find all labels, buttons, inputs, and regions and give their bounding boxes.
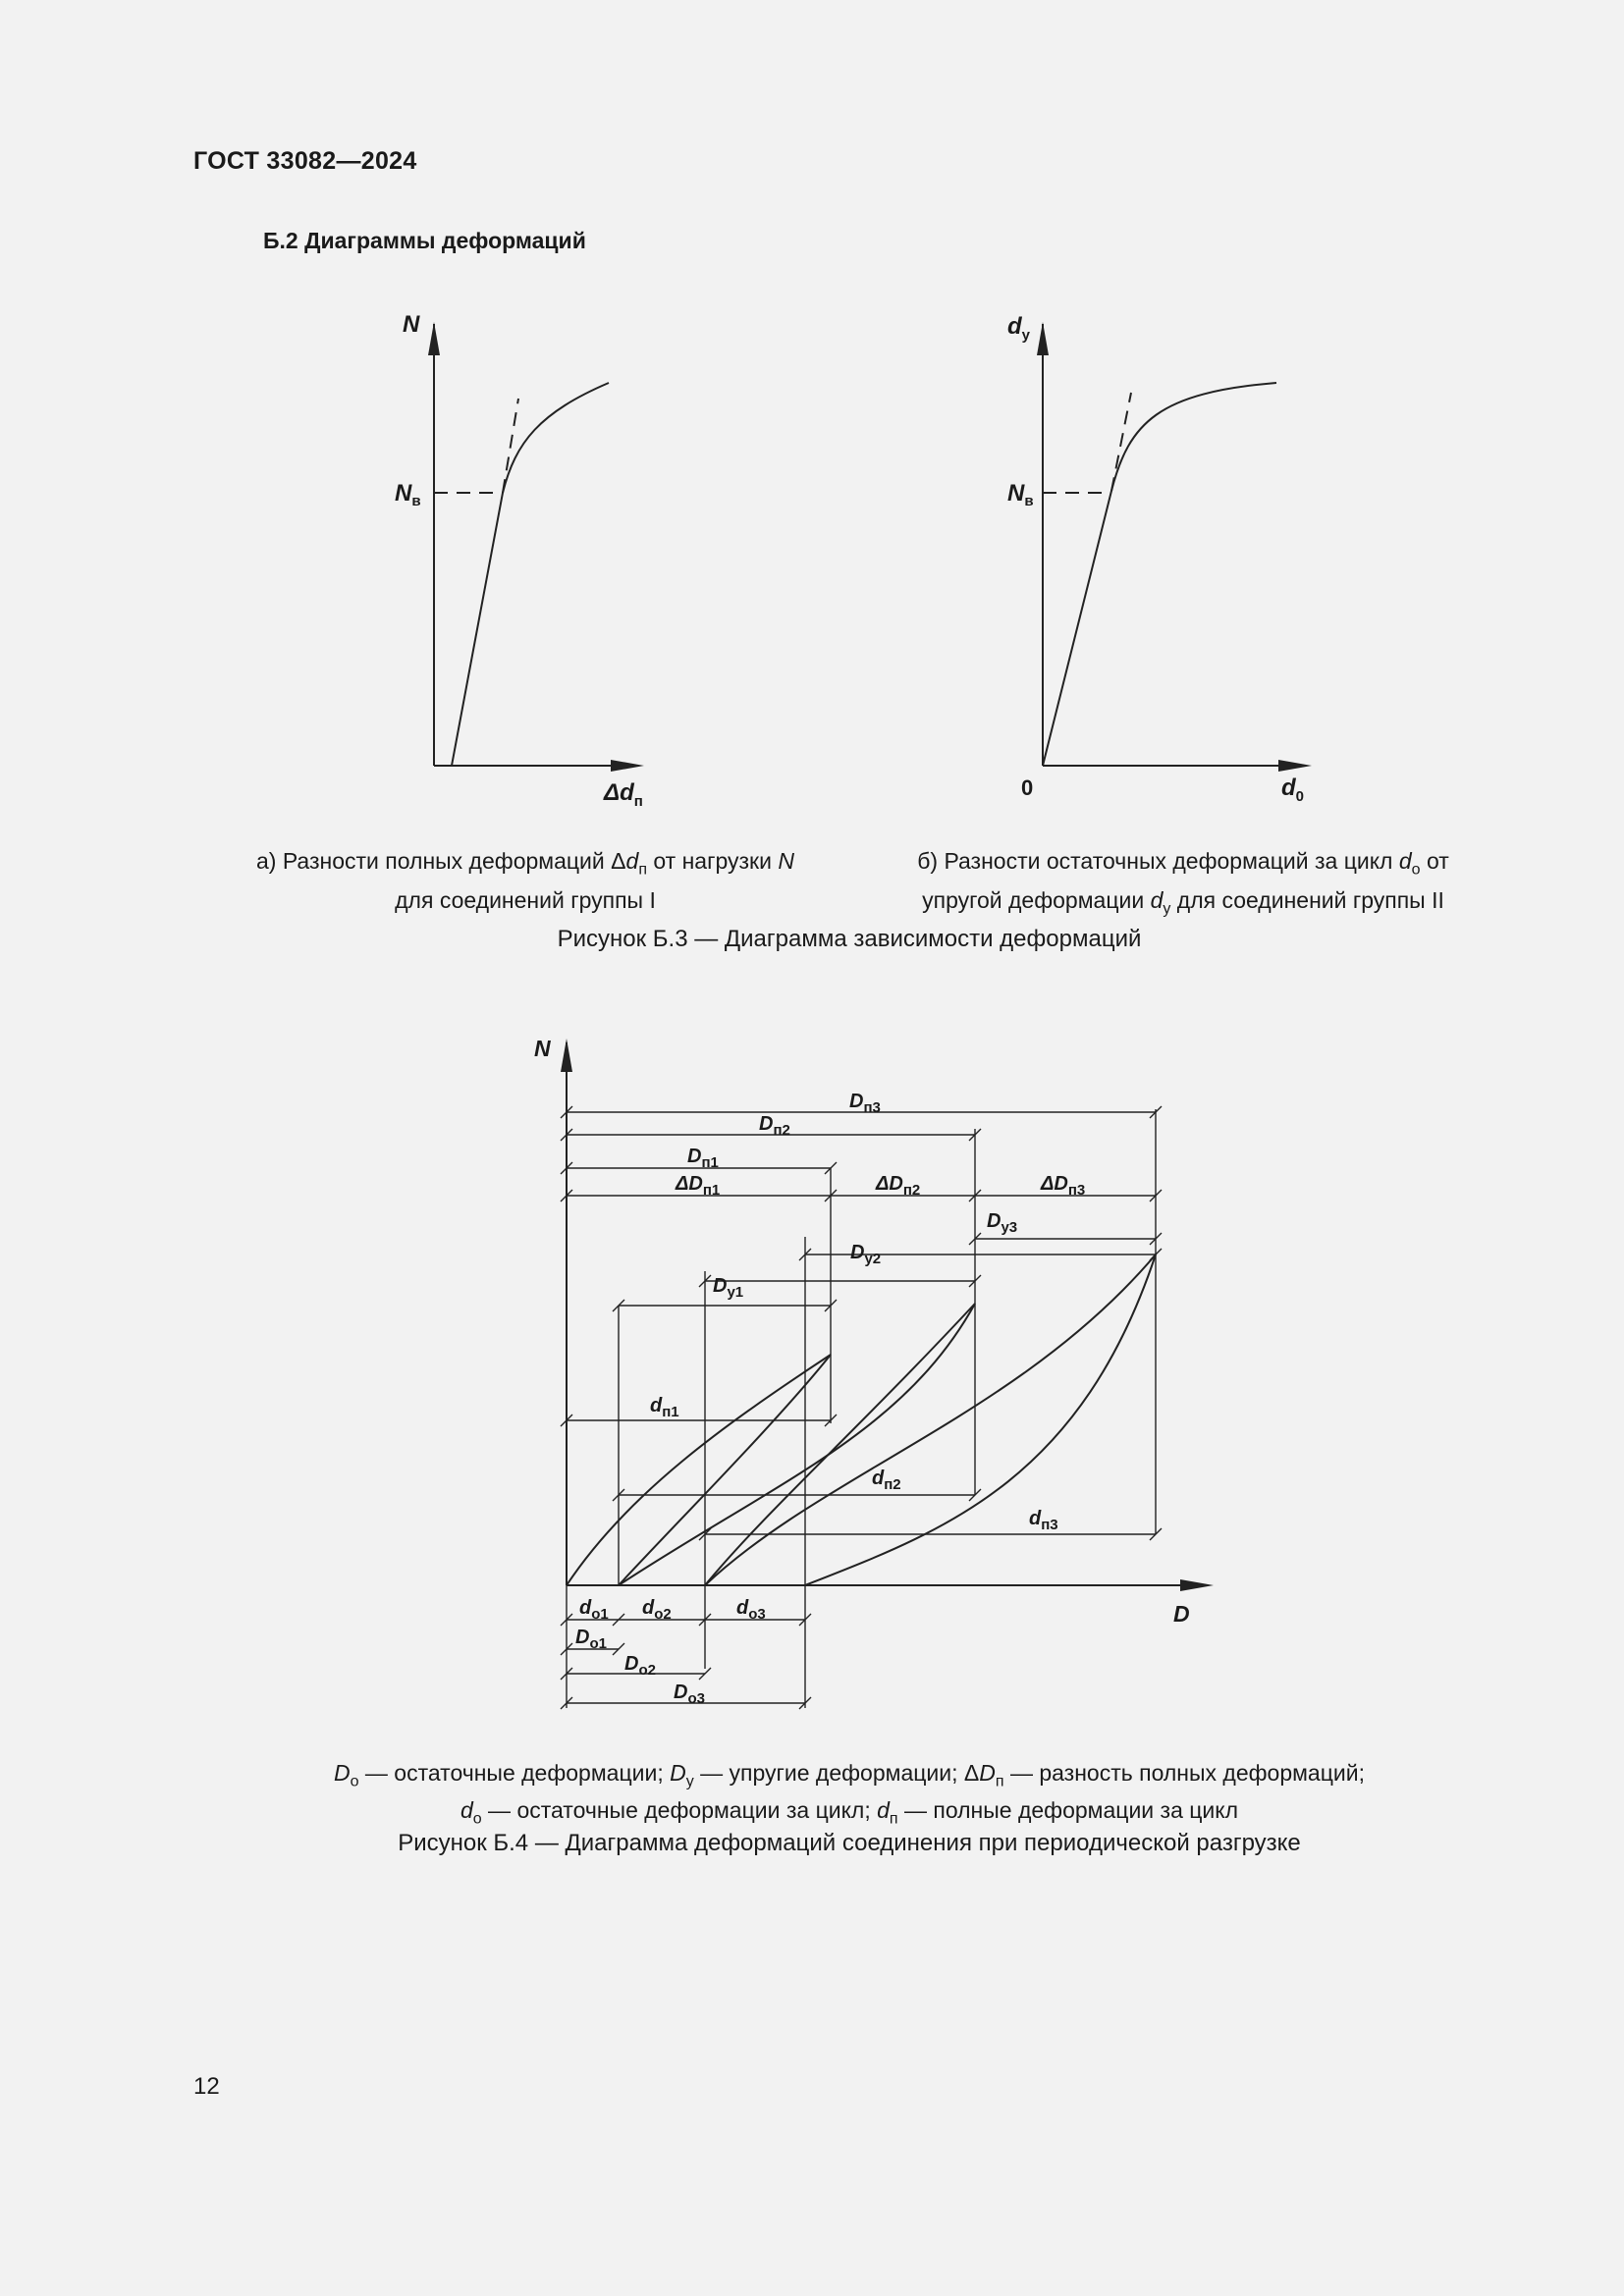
legend_line1-run-2: — остаточные деформации; bbox=[358, 1760, 671, 1786]
legend_line1-run-6: D bbox=[979, 1760, 996, 1786]
figure-3-title: Рисунок Б.3 — Диаграмма зависимости деформаций bbox=[557, 926, 1142, 952]
legend_line2-run-5: — полные деформации за цикл bbox=[897, 1796, 1239, 1823]
label-Do1: $D_{о1}$ bbox=[575, 1627, 607, 1652]
legend_line1-run-4: у bbox=[685, 1773, 694, 1790]
label-dDp1: $\Delta D_{п1}$ bbox=[676, 1173, 721, 1199]
tangent-dashed-line bbox=[1111, 393, 1131, 491]
label-Dy1: $D_{у1}$ bbox=[713, 1275, 744, 1301]
y-axis-arrow bbox=[1037, 322, 1049, 355]
x-axis-label: $d_0$ bbox=[1281, 774, 1305, 805]
ne-label: $N_в$ bbox=[1007, 480, 1034, 509]
legend_line1-run-1: о bbox=[350, 1773, 359, 1790]
label-dDp2: $\Delta D_{п2}$ bbox=[876, 1173, 921, 1199]
tangent-dashed-line bbox=[503, 399, 518, 493]
legend_line1-run-8: — разность полных деформаций; bbox=[1003, 1760, 1365, 1786]
legend-line-1 bbox=[0, 1759, 1624, 1796]
legend_line2-run-2: — остаточные деформации за цикл; bbox=[481, 1796, 878, 1823]
label-Dp1: $D_{п1}$ bbox=[687, 1146, 719, 1171]
label-do1: $d_{о1}$ bbox=[579, 1597, 609, 1623]
figure-4-title: Рисунок Б.4 — Диаграмма деформаций соединения при периодической разгрузке bbox=[398, 1830, 1301, 1856]
legend_line2-run-3: d bbox=[877, 1796, 890, 1823]
elastic-curve bbox=[1043, 383, 1276, 766]
legend-line-2 bbox=[0, 1796, 1624, 1834]
label-Dp3: $D_{п3}$ bbox=[849, 1091, 881, 1116]
label-do2: $d_{о2}$ bbox=[642, 1597, 672, 1623]
y-axis-label: N bbox=[403, 311, 420, 338]
y-axis-arrow bbox=[428, 322, 440, 355]
label-dp3: $d_{п3}$ bbox=[1029, 1508, 1058, 1533]
page-number: 12 bbox=[193, 2073, 220, 2100]
x-axis-label: D bbox=[1173, 1601, 1190, 1627]
origin-label: 0 bbox=[1021, 775, 1034, 800]
y-axis-label: $d_у$ bbox=[1007, 313, 1031, 344]
x-axis-label: $\Delta d_п$ bbox=[604, 779, 643, 810]
label-Do2: $D_{о2}$ bbox=[624, 1653, 656, 1679]
label-do3: $d_{о3}$ bbox=[736, 1597, 766, 1623]
legend_line1-run-7: п bbox=[995, 1773, 1004, 1790]
figure-4-legend bbox=[0, 1759, 1624, 1833]
x-axis-arrow bbox=[611, 760, 644, 772]
document-id: ГОСТ 33082—2024 bbox=[193, 147, 417, 175]
legend_line2-run-0: d bbox=[460, 1796, 473, 1823]
label-Dy3: $D_{у3}$ bbox=[987, 1210, 1018, 1236]
legend_line2-run-1: о bbox=[472, 1810, 482, 1828]
label-dp2: $d_{п2}$ bbox=[872, 1468, 901, 1493]
x-axis-arrow bbox=[1278, 760, 1312, 772]
figure-3b-diagram bbox=[992, 304, 1335, 815]
label-Do3: $D_{о3}$ bbox=[674, 1682, 705, 1707]
load-curve bbox=[452, 383, 609, 766]
legend_line1-run-0: D bbox=[334, 1760, 351, 1786]
figure-4-diagram bbox=[530, 1021, 1237, 1728]
figure-3a-diagram bbox=[373, 304, 687, 815]
caption-3a: а) Разности полных деформаций $\Delta d_п$ от нагрузки N для соединений группы I bbox=[256, 848, 794, 913]
legend_line1-run-3: D bbox=[670, 1760, 686, 1786]
y-axis-label: N bbox=[534, 1036, 551, 1061]
label-dDp3: $\Delta D_{п3}$ bbox=[1041, 1173, 1086, 1199]
ne-label: $N_в$ bbox=[395, 480, 421, 509]
caption-3b: б) Разности остаточных деформаций за цикл $d_о$ от упругой деформации $d_у$ для соединений группы II bbox=[917, 848, 1449, 918]
legend_line2-run-4: п bbox=[889, 1810, 898, 1828]
label-Dy2: $D_{у2}$ bbox=[850, 1242, 882, 1267]
label-Dp2: $D_{п2}$ bbox=[759, 1113, 790, 1139]
section-title: Б.2 Диаграммы деформаций bbox=[263, 228, 586, 253]
axes bbox=[534, 1036, 1214, 1627]
legend_line1-run-5: — упругие деформации; Δ bbox=[693, 1760, 980, 1786]
label-dp1: $d_{п1}$ bbox=[650, 1395, 679, 1420]
